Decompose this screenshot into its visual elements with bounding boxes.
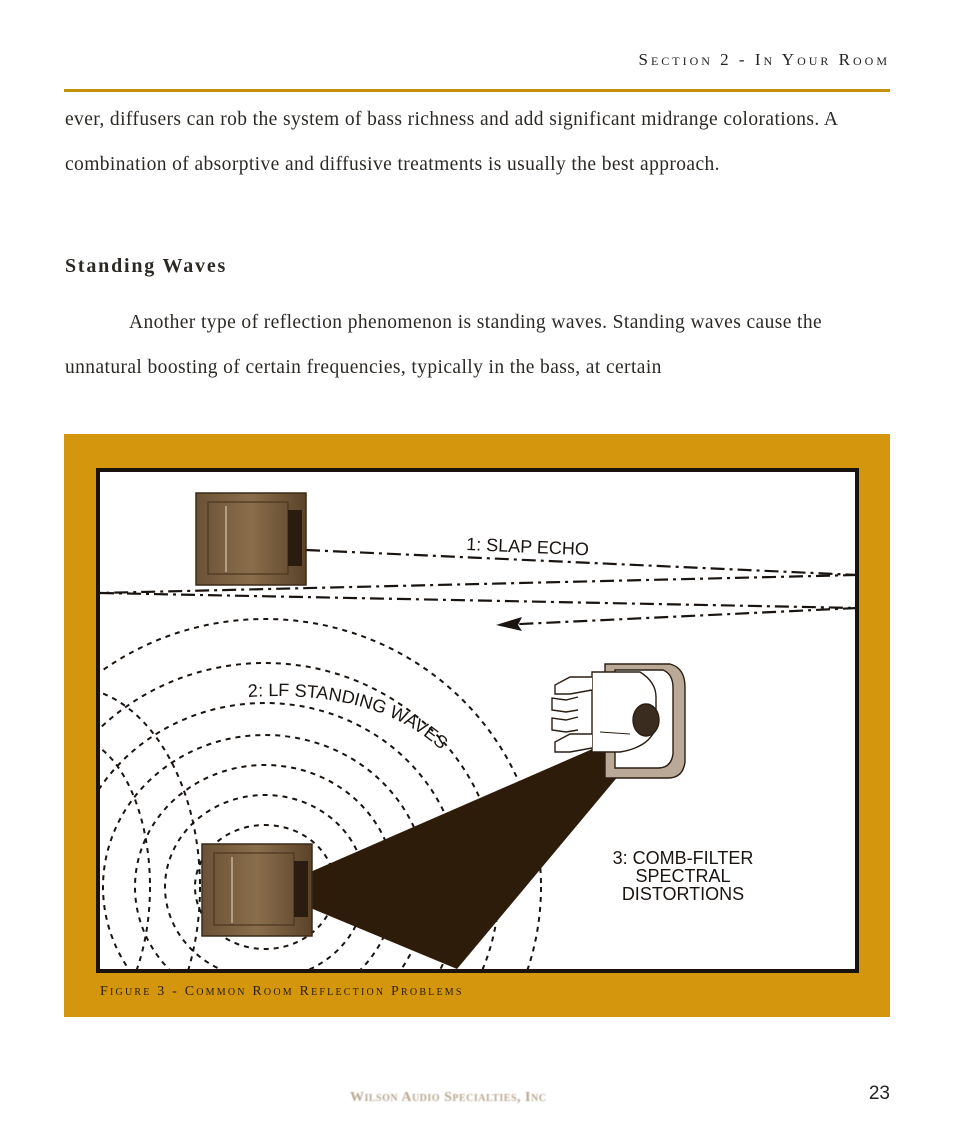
slap-echo-arrowhead [496, 617, 522, 631]
label-comb-filter-2: SPECTRAL [635, 866, 731, 886]
label-lf-standing-waves [247, 680, 451, 753]
page-number: 23 [868, 1083, 890, 1104]
label-comb-filter-1: 3: COMB-FILTER [612, 848, 754, 868]
label-slap-echo: 1: SLAP ECHO [465, 534, 590, 560]
figure-caption: Figure 3 - Common Room Reflection Problems [100, 984, 464, 999]
bottom-speaker [202, 844, 312, 936]
header-rule [64, 89, 890, 92]
label-lf-standing-waves-path: 2: LF STANDING WAVES [247, 680, 452, 754]
section-heading: Standing Waves [65, 255, 228, 277]
top-speaker [196, 493, 306, 585]
label-comb-filter-3: DISTORTIONS [621, 884, 745, 904]
figure-frame [64, 434, 890, 1017]
paragraph-intro: ever, diffusers can rob the system of bass richness and add significant midrange colorations. A combination of absorptive and diffusive treatments is usually the best approach. [65, 109, 838, 175]
paragraph-standing-waves: Another type of reflection phenomenon is standing waves. Standing waves cause the unnatural boosting of certain frequencies, typically in the bass, at certain [65, 312, 823, 378]
comb-filter-beam [308, 737, 645, 969]
room-diagram-svg [100, 472, 855, 969]
room-diagram [96, 468, 859, 973]
section-header: Section 2 - In Your Room [638, 50, 890, 69]
footer-company: Wilson Audio Specialties, Inc [350, 1090, 547, 1105]
